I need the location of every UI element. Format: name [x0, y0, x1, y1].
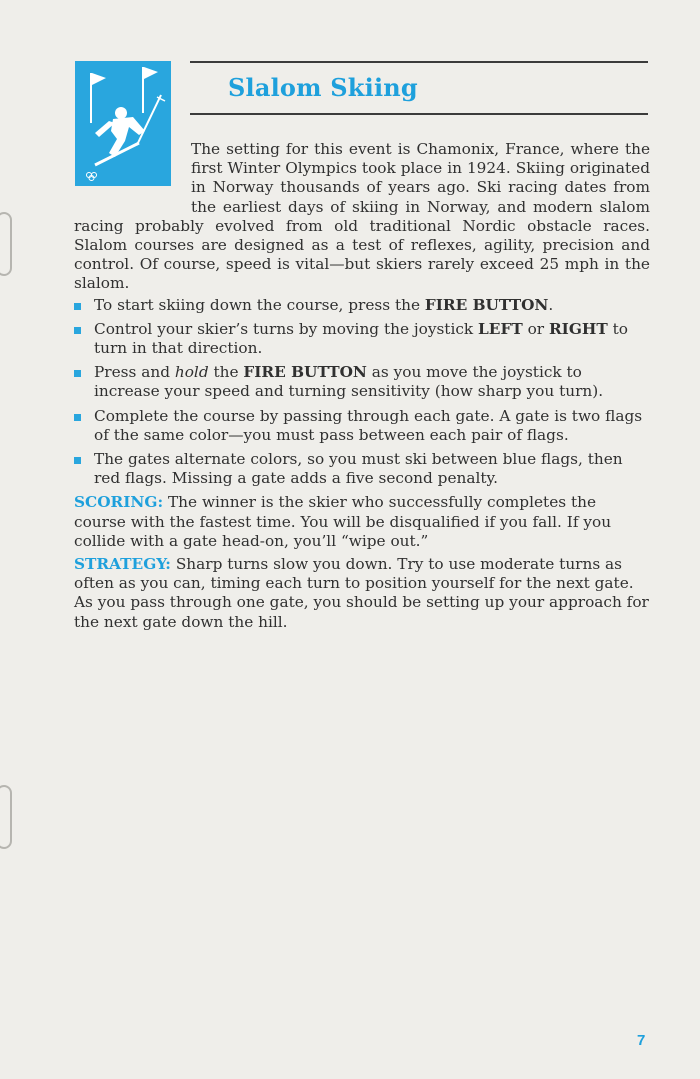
bullet-square-icon: [74, 327, 81, 334]
scoring-text: The winner is the skier who successfully completes the course with the fastest time. You will be disqualified if you fall. If you collide with a gate head-on, you’ll “wipe out.”: [74, 493, 612, 550]
binding-loop-top: [0, 212, 12, 276]
title-rule-top: [190, 61, 648, 63]
strategy-section: [74, 555, 650, 632]
list-item: To start skiing down the course, press the FIRE BUTTON.: [74, 296, 650, 315]
binding-loop-bottom: [0, 785, 12, 849]
list-item: Control your skier’s turns by moving the joystick LEFT or RIGHT to turn in that direction.: [74, 320, 650, 358]
bullet-square-icon: [74, 303, 81, 310]
intro-paragraph: [74, 140, 650, 294]
bullet-square-icon: [74, 457, 81, 464]
list-item: Complete the course by passing through each gate. A gate is two flags of the same color—you must pass between each pair of flags.: [74, 407, 650, 445]
intro-text: The setting for this event is Chamonix, France, where the first Winter Olympics took place in 1924. Skiing originated in Norway thousands of years ago. Ski racing dates from the earliest days of skiing in Norway, and modern slalom racing probably evolved from old traditional Nordic obstacle races. Slalom courses are designed as a test of reflexes, agility, precision and control. Of course, speed is vital—but skiers rarely exceed 25 mph in the slalom.: [74, 140, 650, 293]
bullet-square-icon: [74, 414, 81, 421]
scoring-heading: SCORING:: [74, 493, 164, 512]
pictogram-spacer: [74, 140, 191, 198]
strategy-heading: STRATEGY:: [74, 555, 171, 574]
strategy-text: Sharp turns slow you down. Try to use moderate turns as often as you can, timing each turn to position yourself for the next gate. As you pass through one gate, you should be setting up your approach for the next gate down the hill.: [74, 555, 649, 631]
page-number: 7: [637, 1032, 646, 1049]
title-rule-bottom: [190, 113, 648, 115]
list-item: Press and hold the FIRE BUTTON as you move the joystick to increase your speed and turning sensitivity (how sharp you turn).: [74, 363, 650, 401]
bullet-square-icon: [74, 370, 81, 377]
list-item: The gates alternate colors, so you must ski between blue flags, then red flags. Missing a gate adds a five second penalty.: [74, 450, 650, 488]
instruction-list: [74, 296, 650, 489]
body-text: [74, 140, 650, 636]
page-title: Slalom Skiing: [228, 73, 418, 102]
scoring-section: [74, 493, 650, 551]
